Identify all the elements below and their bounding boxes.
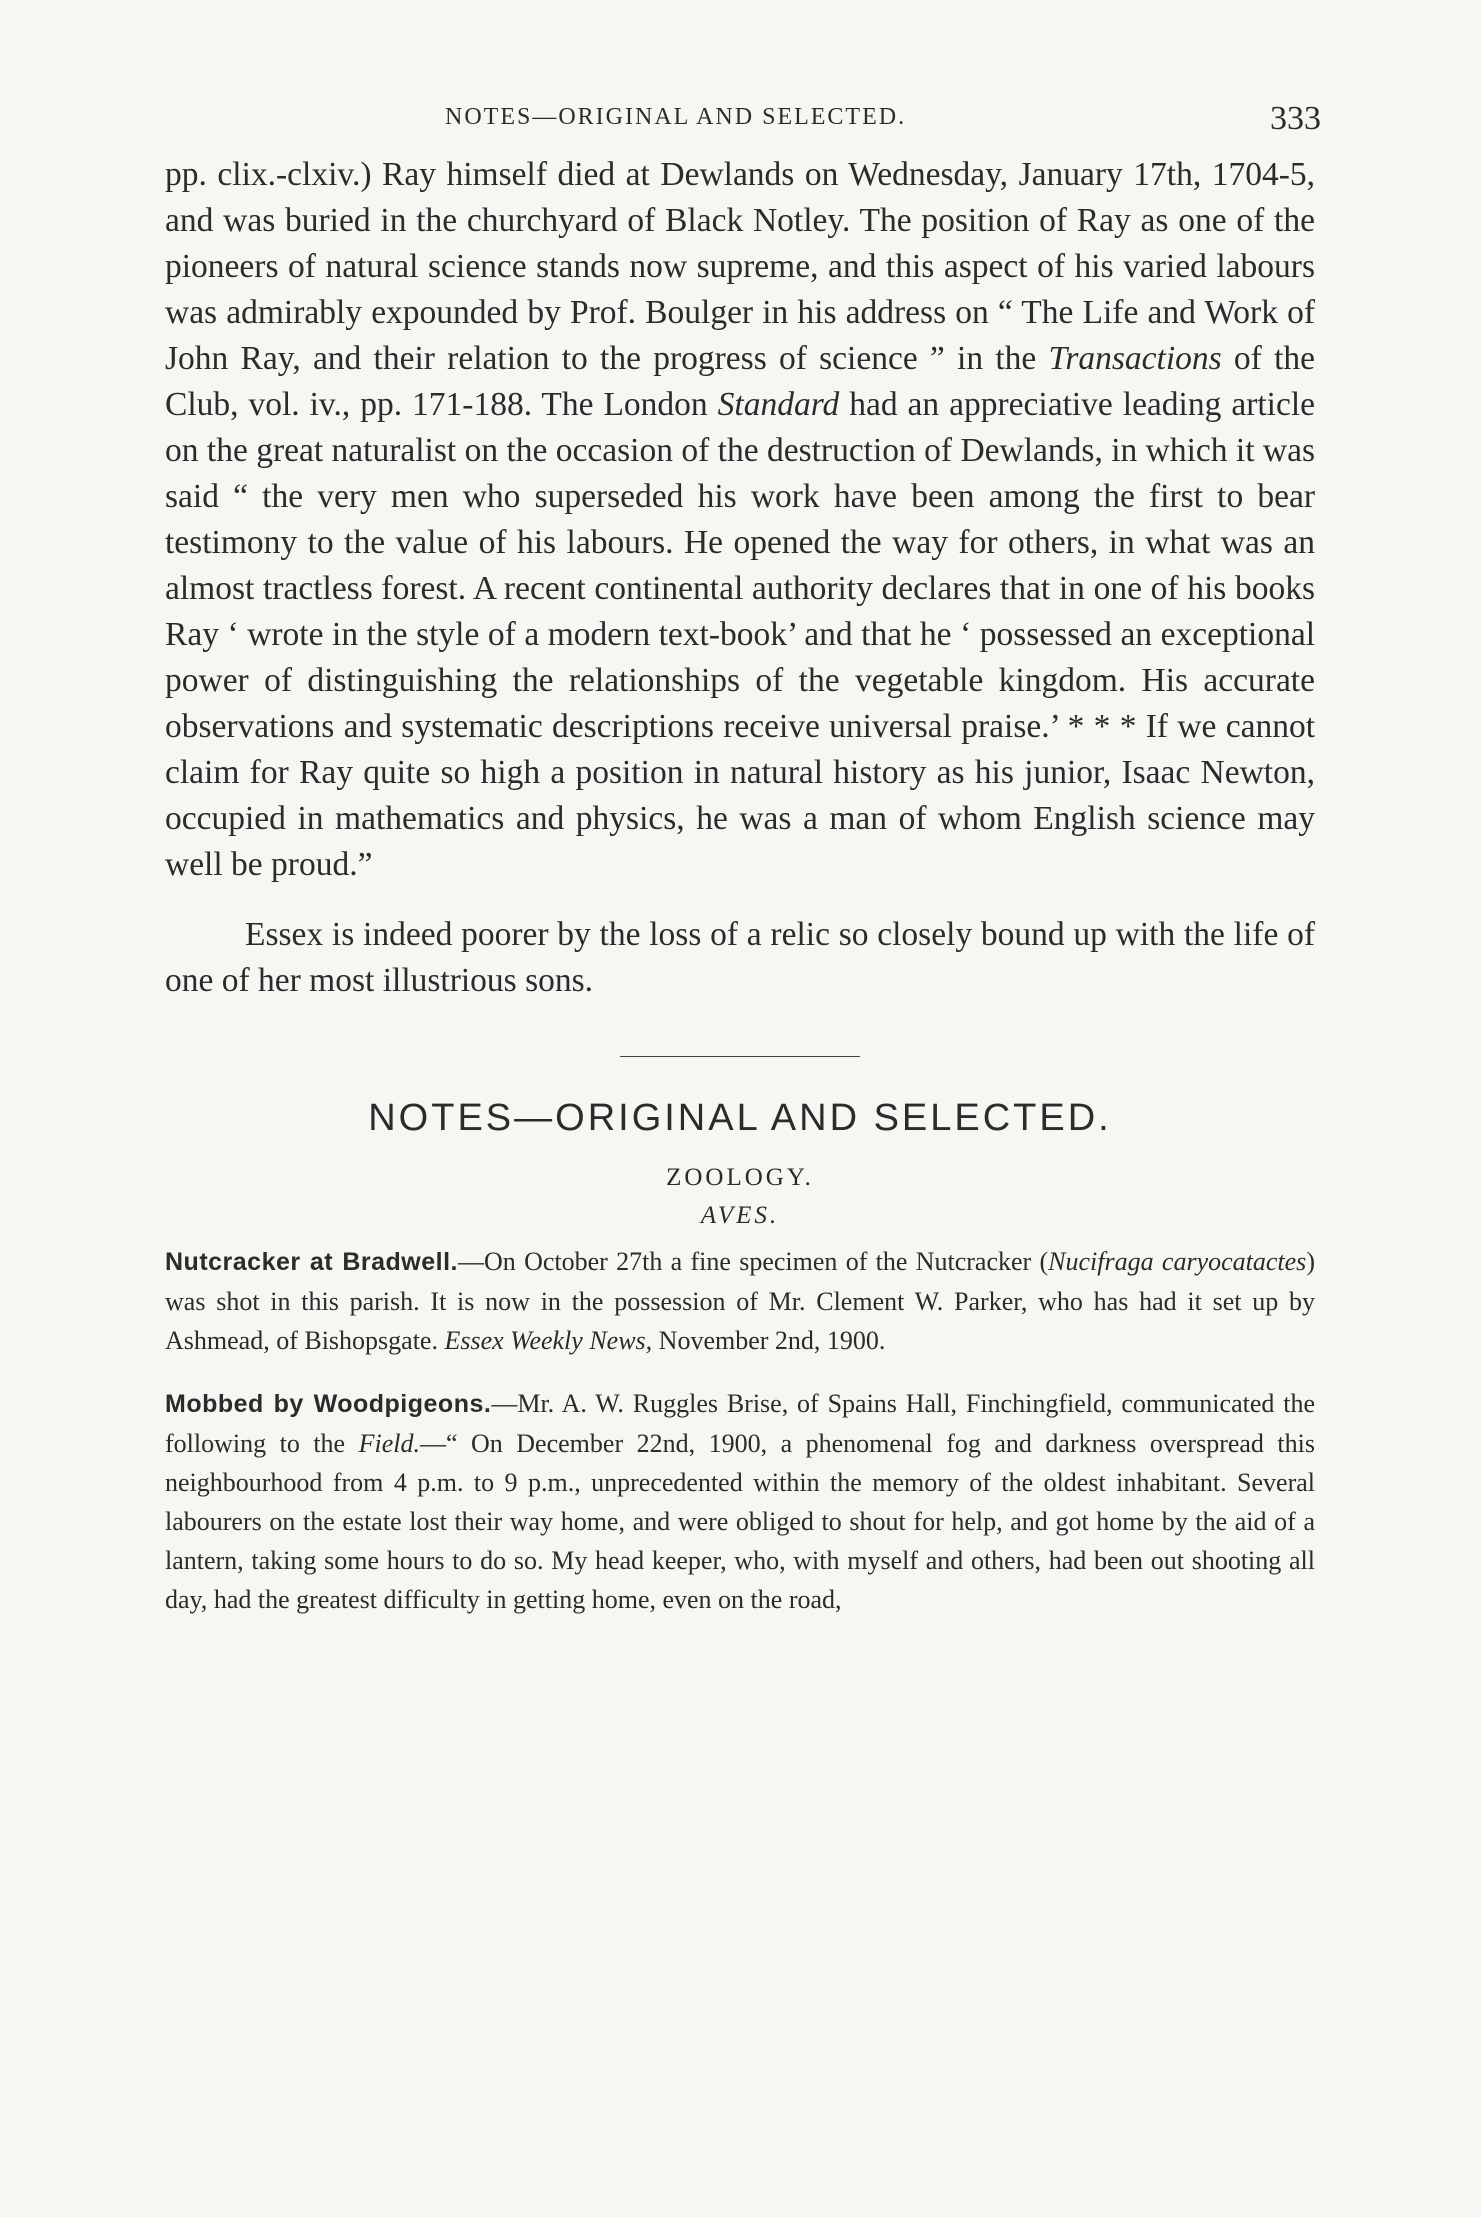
note-heading: Nutcracker at Bradwell.	[165, 1248, 458, 1276]
italic-standard: Standard	[717, 386, 840, 423]
body-text	[165, 152, 1315, 1004]
section-subsubhead: AVES.	[700, 1202, 780, 1229]
section-divider	[620, 1056, 860, 1057]
italic-transactions: Transactions	[1048, 340, 1222, 377]
running-head	[165, 100, 1321, 152]
paragraph-ray: pp. clix.-clxiv.) Ray himself died at Dewlands on Wednesday, January 17th, 1704-5, and was buried in the churchyard of Black Notley. The position of Ray as one of the pioneers of natural science stands now supreme, and this aspect of his varied labours was admirably expounded by Prof. Boulger in his address on “ The Life and Work of John Ray, and their relation to the progress of science ” in the Transactions of the Club, vol. iv., pp. 171-188. The London Standard had an appreciative leading article on the great naturalist on the occasion of the destruction of Dewlands, in which it was said “ the very men who superseded his work have been among the first to bear testimony to the value of his labours. He opened the way for others, in what was an almost tractless forest. A recent continental authority declares that in one of his books Ray ‘ wrote in the style of a modern text-book’ and that he ‘ possessed an exceptional power of distinguishing the relationships of the vegetable kingdom. His accurate observations and systematic descriptions receive universal praise.’ * * * If we cannot claim for Ray quite so high a position in natural history as his junior, Isaac Newton, occupied in mathematics and physics, he was a man of whom English science may well be proud.”	[165, 156, 1316, 883]
section-subhead: ZOOLOGY.	[666, 1164, 814, 1191]
paragraph-essex: Essex is indeed poorer by the loss of a relic so closely bound up with the life of one of her most illustrious sons.	[165, 916, 1315, 999]
section-title: NOTES—ORIGINAL AND SELECTED.	[368, 1097, 1112, 1139]
notes-list	[165, 1242, 1315, 1619]
book-page	[165, 100, 1321, 1619]
note-woodpigeons: Mobbed by Woodpigeons.—Mr. A. W. Ruggles Brise, of Spains Hall, Finchingfield, communicated the following to the Field.—“ On December 22nd, 1900, a phenomenal fog and darkness overspread this neighbourhood from 4 p.m. to 9 p.m., unprecedented within the memory of the oldest inhabitant. Several labourers on the estate lost their way home, and were obliged to shout for help, and got home by the aid of a lantern, taking some hours to do so. My head keeper, who, with myself and others, had been out shooting all day, had the greatest difficulty in getting home, even on the road,	[165, 1389, 1315, 1614]
running-head-title: NOTES—ORIGINAL AND SELECTED.	[445, 104, 907, 130]
page-number: 333	[1270, 100, 1321, 137]
note-heading: Mobbed by Woodpigeons.	[165, 1390, 492, 1418]
note-nutcracker: Nutcracker at Bradwell.—On October 27th a fine specimen of the Nutcracker (Nucifraga caryocatactes) was shot in this parish. It is now in the possession of Mr. Clement W. Parker, who has had it set up by Ashmead, of Bishopsgate. Essex Weekly News, November 2nd, 1900.	[165, 1247, 1315, 1355]
